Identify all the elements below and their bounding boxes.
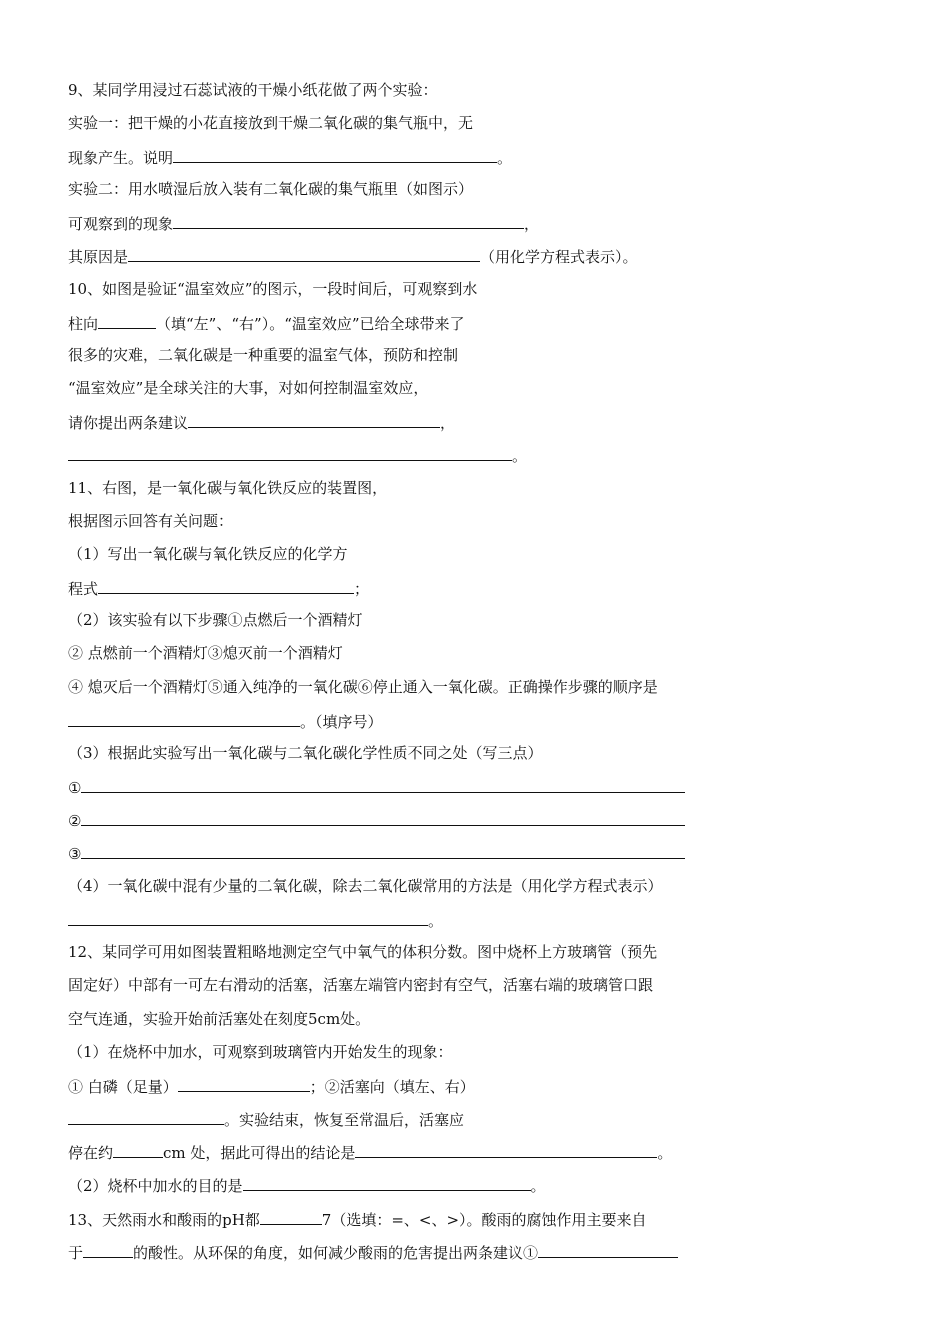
answer-blank[interactable] (83, 1241, 133, 1258)
q10-line5 (68, 411, 455, 433)
q12-line7-text: 停在约 (68, 1144, 114, 1162)
q13-line1-text: 13、天然雨水和酸雨的pH都 (68, 1211, 260, 1229)
q12-line7 (68, 1141, 672, 1163)
q11-line8-end: 。（填序号） (300, 713, 383, 731)
answer-blank[interactable] (188, 411, 440, 428)
q12-line7-mid: cm 处，据此可得出的结论是 (163, 1144, 356, 1162)
q9-line2: 实验一：把干燥的小花直接放到干燥二氧化碳的集气瓶中，无 (68, 114, 474, 132)
q13-line2-rest: 的酸性。从环保的角度，如何减少酸雨的危害提出两条建议① (133, 1244, 539, 1262)
answer-blank[interactable] (68, 1108, 224, 1125)
answer-blank[interactable] (68, 710, 300, 727)
q10-line2-text: 柱向 (68, 315, 99, 333)
q9-line4: 实验二：用水喷湿后放入装有二氧化碳的集气瓶里（如图示） (68, 180, 474, 198)
q10-line4: “温室效应”是全球关注的大事，对如何控制温室效应， (68, 379, 429, 397)
q9-line3-end: 。 (497, 149, 513, 167)
q11-line2: 根据图示回答有关问题： (68, 512, 234, 530)
answer-blank[interactable] (355, 1141, 657, 1158)
q12-line3: 空气连通，实验开始前活塞处在刻度5cm处。 (68, 1010, 371, 1028)
q10-line6 (68, 444, 527, 466)
q11-answer-3 (68, 842, 685, 864)
q9-line6-text: 其原因是 (68, 248, 129, 266)
circled-two-mark: ② (68, 812, 82, 830)
q10-line1: 10、如图是验证“温室效应”的图示，一段时间后，可观察到水 (68, 280, 478, 298)
q11-line9: （3）根据此实验写出一氧化碳与二氧化碳化学性质不同之处（写三点） (68, 744, 543, 762)
q10-line5-end: ， (440, 414, 456, 432)
answer-blank[interactable] (81, 776, 685, 793)
q12-line2: 固定好）中部有一可左右滑动的活塞，活塞左端管内密封有空气，活塞右端的玻璃管口跟 (68, 976, 654, 994)
q11-line8 (68, 710, 383, 732)
q13-line2 (68, 1241, 678, 1263)
answer-blank[interactable] (260, 1208, 322, 1225)
q11-line14 (68, 909, 443, 931)
q9-line3 (68, 146, 512, 168)
answer-blank[interactable] (173, 212, 524, 229)
answer-blank[interactable] (81, 809, 685, 826)
q9-line6 (68, 245, 638, 267)
q11-answer-1 (68, 776, 685, 798)
q11-line4-text: 程式 (68, 580, 99, 598)
q11-line13: （4）一氧化碳中混有少量的二氧化碳，除去二氧化碳常用的方法是（用化学方程式表示） (68, 877, 663, 895)
q12-line8-end: 。 (530, 1177, 546, 1195)
answer-blank[interactable] (68, 909, 428, 926)
q12-line8 (68, 1174, 546, 1196)
q11-line4 (68, 577, 369, 599)
q9-line5-text: 可观察到的现象 (68, 215, 174, 233)
answer-blank[interactable] (538, 1241, 678, 1258)
q12-line5-rest: ；②活塞向（填左、右） (309, 1078, 475, 1096)
q12-line1: 12、某同学可用如图装置粗略地测定空气中氧气的体积分数。图中烧杯上方玻璃管（预先 (68, 943, 658, 961)
q9-line5-end: ， (524, 215, 540, 233)
q11-line7: ④ 熄灭后一个酒精灯⑤通入纯净的一氧化碳⑥停止通入一氧化碳。正确操作步骤的顺序是 (68, 678, 658, 696)
q13-line1 (68, 1208, 647, 1230)
q10-line6-end: 。 (512, 447, 528, 465)
q11-line1: 11、右图，是一氧化碳与氧化铁反应的装置图， (68, 479, 388, 497)
q10-line2-rest: （填“左”、“右”）。“温室效应”已给全球带来了 (156, 315, 465, 333)
q11-line14-end: 。 (428, 912, 444, 930)
q9-line1: 9、某同学用浸过石蕊试液的干燥小纸花做了两个实验： (68, 81, 438, 99)
q12-line7-end: 。 (657, 1144, 673, 1162)
answer-blank[interactable] (68, 444, 512, 461)
q10-line3: 很多的灾难，二氧化碳是一种重要的温室气体，预防和控制 (68, 346, 459, 364)
answer-blank[interactable] (98, 312, 156, 329)
q13-line1-rest: 7（选填：=、<、>）。酸雨的腐蚀作用主要来自 (321, 1211, 647, 1229)
q11-line4-end: ； (354, 580, 370, 598)
answer-blank[interactable] (81, 842, 685, 859)
circled-three-mark: ③ (68, 845, 82, 863)
answer-blank[interactable] (128, 245, 480, 262)
answer-blank[interactable] (113, 1141, 163, 1158)
circled-one-mark: ① (68, 779, 82, 797)
q12-line6-rest: 。实验结束，恢复至常温后，活塞应 (224, 1111, 465, 1129)
q9-line5 (68, 212, 539, 234)
answer-blank[interactable] (98, 577, 354, 594)
q13-line2-text: 于 (68, 1244, 84, 1262)
q11-line5: （2）该实验有以下步骤①点燃后一个酒精灯 (68, 611, 363, 629)
q9-line3-text: 现象产生。说明 (68, 149, 174, 167)
q12-line5-text: ① 白磷（足量） (68, 1078, 178, 1096)
q11-line3: （1）写出一氧化碳与氧化铁反应的化学方 (68, 545, 348, 563)
q9-line6-end: （用化学方程式表示）。 (480, 248, 638, 266)
q12-line6 (68, 1108, 464, 1130)
q12-line5 (68, 1075, 475, 1097)
q11-line6: ② 点燃前一个酒精灯③熄灭前一个酒精灯 (68, 644, 343, 662)
answer-blank[interactable] (173, 146, 497, 163)
q10-line2 (68, 312, 465, 334)
q12-line8-text: （2）烧杯中加水的目的是 (68, 1177, 243, 1195)
q11-answer-2 (68, 809, 685, 831)
answer-blank[interactable] (178, 1075, 310, 1092)
q10-line5-text: 请你提出两条建议 (68, 414, 189, 432)
answer-blank[interactable] (243, 1174, 531, 1191)
q12-line4: （1）在烧杯中加水，可观察到玻璃管内开始发生的现象： (68, 1043, 453, 1061)
